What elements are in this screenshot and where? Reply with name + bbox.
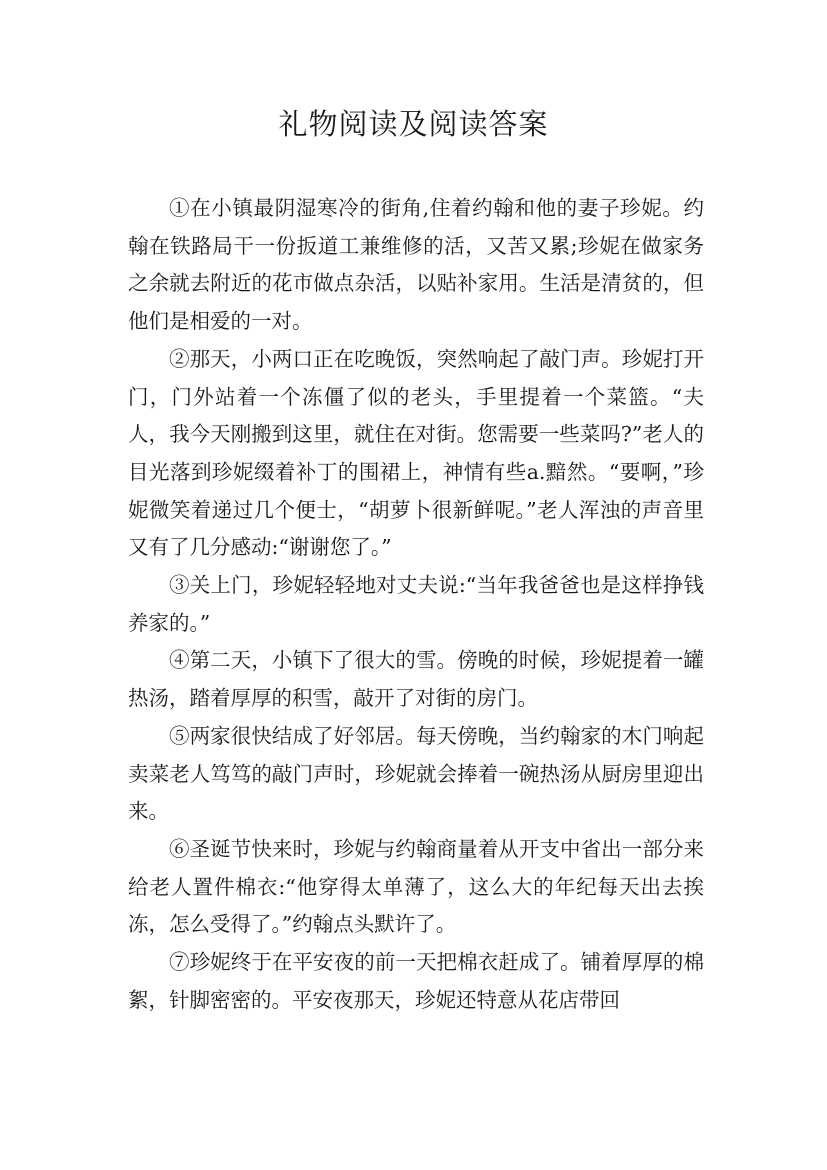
paragraph-1: ①在小镇最阴湿寒冷的街角,住着约翰和他的妻子珍妮。约翰在铁路局干一份扳道工兼维修的活，又苦又累;珍妮在做家务之余就去附近的花市做点杂活，以贴补家用。生活是清贫的，但他们是相爱的一对。 — [128, 196, 704, 334]
paragraph-6: ⑥圣诞节快来时，珍妮与约翰商量着从开支中省出一部分来给老人置件棉衣:“他穿得太单薄了，这么大的年纪每天出去挨冻，怎么受得了。”约翰点头默许了。 — [128, 836, 704, 937]
document-body — [128, 190, 704, 1019]
document-title: 礼物阅读及阅读答案 — [278, 107, 549, 141]
paragraph-5: ⑤两家很快结成了好邻居。每天傍晚，当约翰家的木门响起卖菜老人笃笃的敲门声时，珍妮就会捧着一碗热汤从厨房里迎出来。 — [128, 723, 704, 824]
paragraph-7: ⑦珍妮终于在平安夜的前一天把棉衣赶成了。铺着厚厚的棉絮，针脚密密的。平安夜那天，珍妮还特意从花店带回 — [128, 950, 704, 1012]
paragraph-3: ③关上门，珍妮轻轻地对丈夫说:“当年我爸爸也是这样挣钱养家的。” — [128, 573, 704, 635]
paragraph-2: ②那天，小两口正在吃晚饭，突然响起了敲门声。珍妮打开门，门外站着一个冻僵了似的老头，手里提着一个菜篮。“夫人，我今天刚搬到这里，就住在对街。您需要一些菜吗?”老人的目光落到珍妮缀着补丁的围裙上，神情有些a.黯然。“要啊，”珍妮微笑着递过几个便士，“胡萝卜很新鲜呢。”老人浑浊的声音里又有了几分感动:“谢谢您了。” — [128, 346, 704, 560]
paragraph-4: ④第二天，小镇下了很大的雪。傍晚的时候，珍妮提着一罐热汤，踏着厚厚的积雪，敲开了对街的房门。 — [128, 648, 704, 711]
